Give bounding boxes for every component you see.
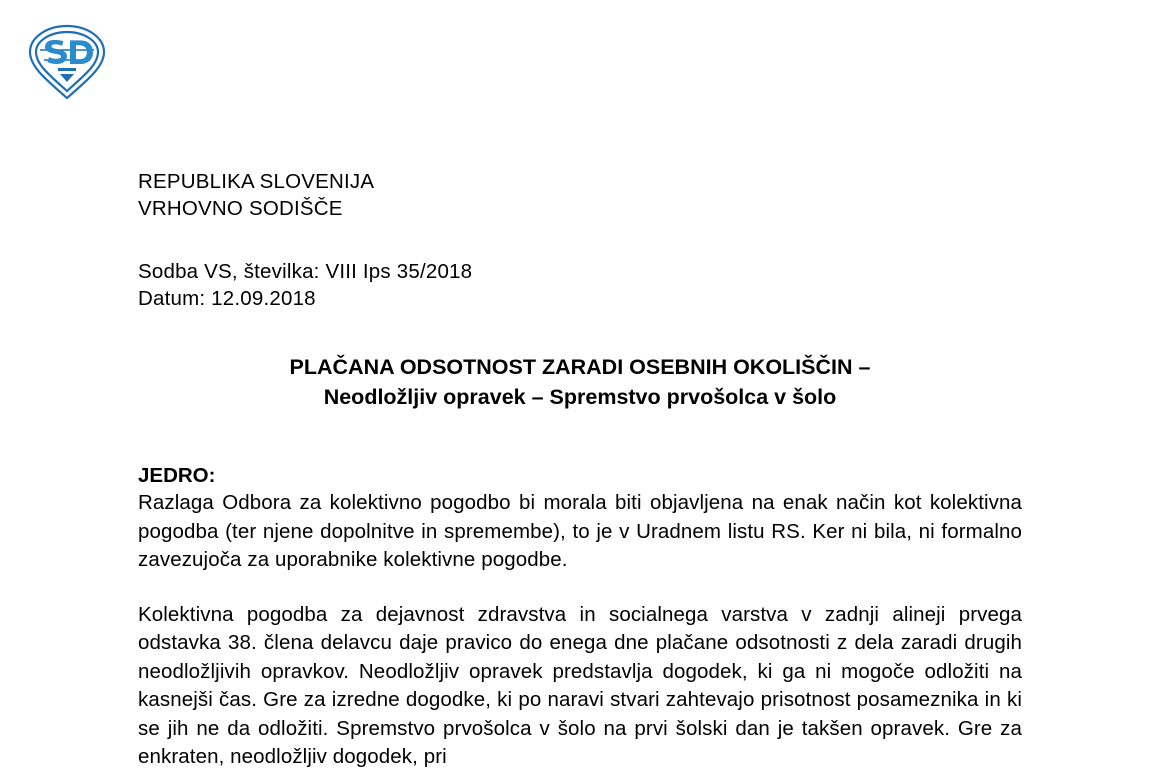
organization-line-1: REPUBLIKA SLOVENIJA [138, 170, 375, 193]
document-content [138, 168, 1022, 772]
title-line-2: Neodložljiv opravek – Spremstvo prvošolca v šolo [323, 385, 837, 409]
core-section-label: JEDRO: [138, 464, 216, 487]
core-paragraph-2: Kolektivna pogodba za dejavnost zdravstva in socialnega varstva v zadnji alineji prvega odstavka 38. člena delavcu daje pravico do enega dne plačane odsotnosti z dela zaradi drugih neodložljivih opravkov. Neodložljiv opravek predstavlja dogodek, ki ga ni mogoče odložiti na kasnejši čas. Gre za izredne dogodke, ki po naravi stvari zahtevajo prisotnost posameznika in ki se jih ne da odložiti. Spremstvo prvošolca v šolo na prvi šolski dan je takšen opravek. Gre za enkraten, neodložljiv dogodek, pri [138, 602, 1022, 768]
core-paragraph-1: Razlaga Odbora za kolektivno pogodbo bi morala biti objavljena na enak način kot kolektivna pogodba (ter njene dopolnitve in spremembe), to je v Uradnem listu RS. Ker ni bila, ni formalno zavezujoča za uporabnike kolektivne pogodbe. [138, 491, 1022, 571]
supreme-court-emblem-icon [24, 22, 110, 102]
case-metadata [138, 258, 1022, 312]
organization-block [138, 168, 1022, 222]
case-number: Sodba VS, številka: VIII Ips 35/2018 [138, 260, 473, 283]
document-title [138, 352, 1022, 412]
organization-line-2: VRHOVNO SODIŠČE [138, 197, 343, 220]
title-line-1: PLAČANA ODSOTNOST ZARADI OSEBNIH OKOLIŠČIN – [289, 355, 871, 379]
case-date: Datum: 12.09.2018 [138, 287, 316, 310]
